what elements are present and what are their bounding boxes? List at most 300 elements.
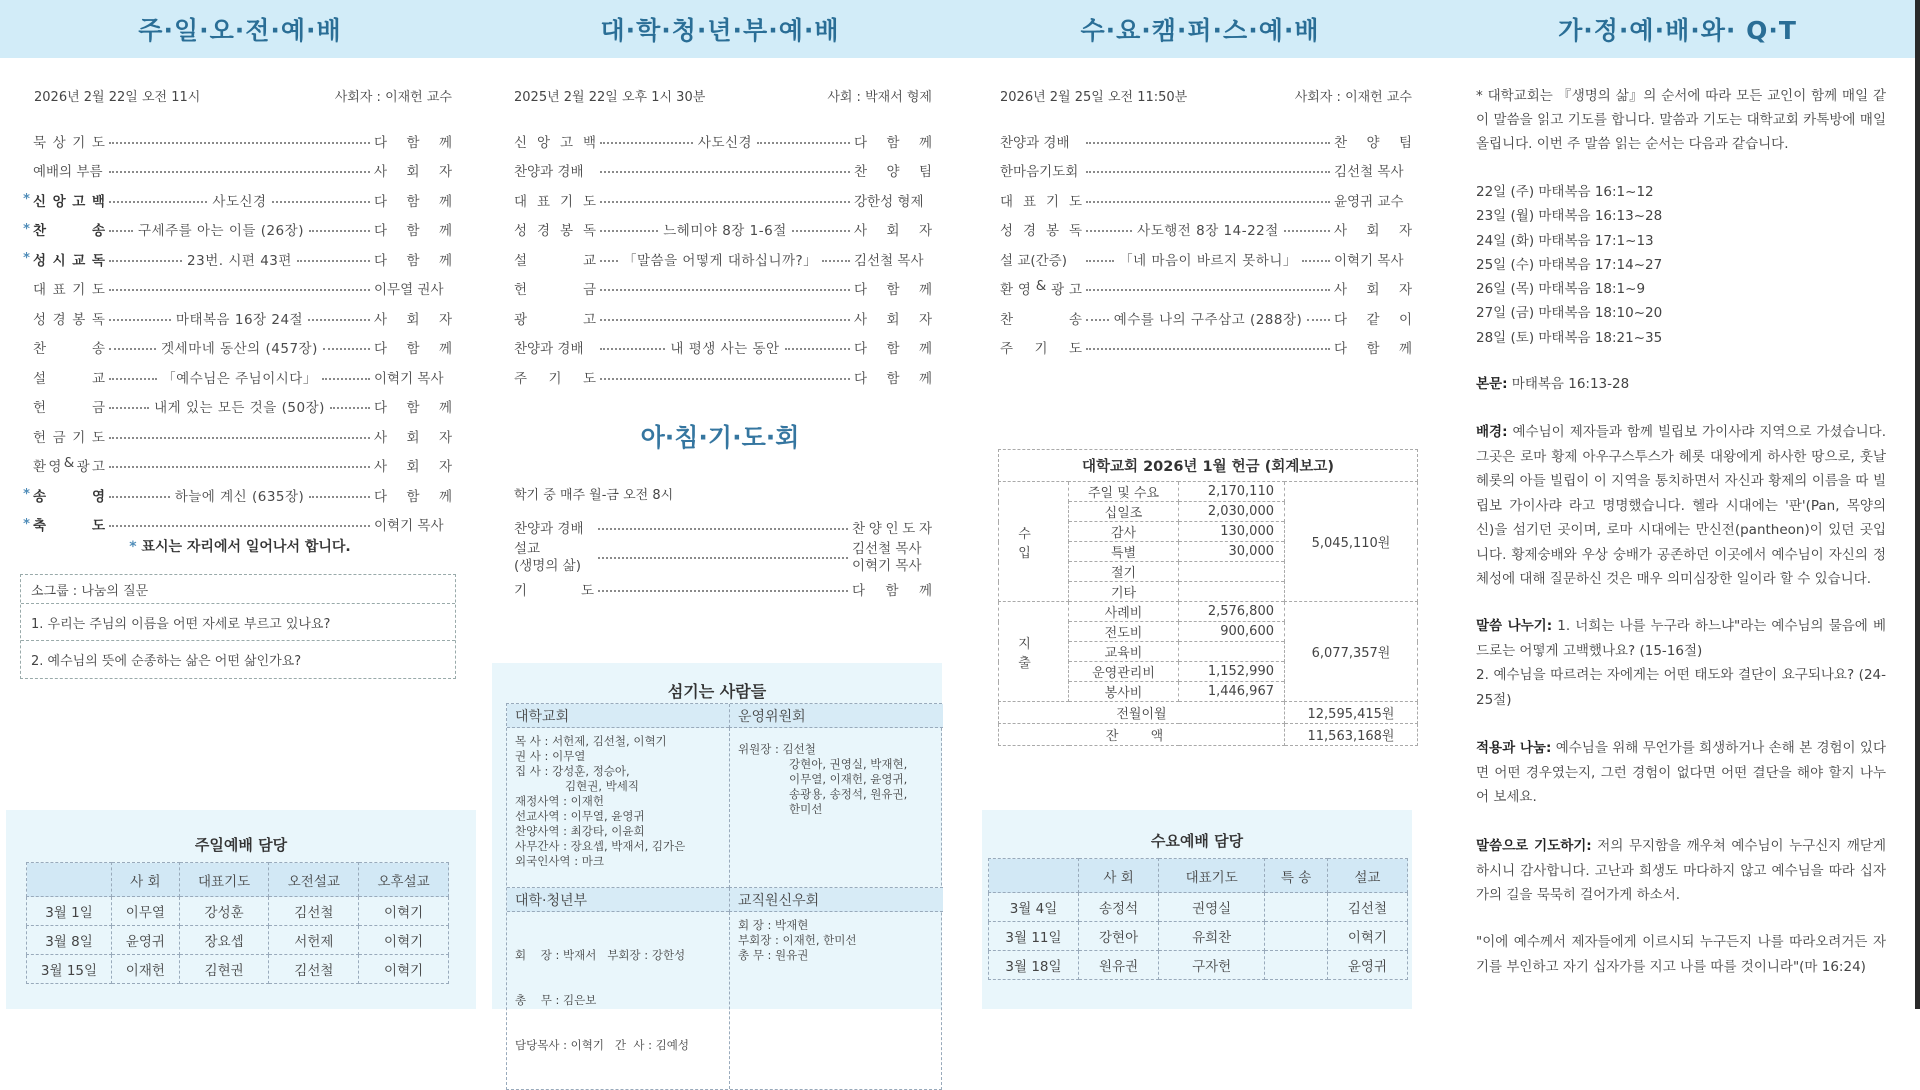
order-responsible: 김선철 목사 — [854, 252, 924, 269]
morning-prayer-schedule: 학기 중 매주 월-금 오전 8시 — [514, 488, 674, 503]
dot-leader — [109, 319, 171, 321]
dot-leader — [600, 378, 850, 380]
role-label: 외국인사역 — [515, 854, 571, 868]
qt-text-value: 마태복음 16:13-28 — [1511, 376, 1630, 392]
order-responsible: 다 함 께 — [374, 488, 452, 505]
order-label: 성 시 교 독 — [33, 252, 105, 269]
order-responsible: 찬 양 인 도 자 — [852, 521, 932, 537]
order-item — [20, 215, 452, 245]
income-item: 감사 — [1069, 522, 1179, 542]
qt-sharing-label: 말씀 나누기: — [1476, 618, 1553, 634]
youth-order-list — [514, 126, 932, 392]
qt-prayer-text: 저의 무지함을 깨우쳐 예수님이 누구신지 깨닫게 하시니 감사합니다. 고난과 희생도 마다하지 않고 예수님을 따라 십자가의 길을 묵묵히 걸어가게 하소서. — [1476, 838, 1886, 903]
role-label: 사무간사 — [515, 839, 560, 853]
order-responsible: 다 함 께 — [374, 223, 452, 240]
order-item — [514, 185, 932, 215]
order-item — [514, 274, 932, 304]
order-label: 대 표 기 도 — [33, 282, 105, 299]
dot-leader — [600, 171, 850, 173]
expense-amount — [1179, 642, 1285, 662]
table-cell: 3월 4일 — [989, 893, 1079, 922]
income-item: 주일 및 수요 — [1069, 482, 1179, 502]
order-label: 예배의 부름 — [33, 164, 103, 181]
order-responsible: 이혁기 목사 — [1334, 252, 1404, 269]
small-group-title: 소그룹 : 나눔의 질문 — [21, 575, 455, 604]
table-cell: 3월 1일 — [27, 897, 112, 926]
qt-header-band — [1440, 0, 1915, 58]
order-label: 대 표 기 도 — [1000, 193, 1082, 210]
sunday-service-presider: 사회자 : 이재헌 교수 — [334, 90, 452, 105]
server-line: 강현아, 권영실, 박재현, — [789, 757, 908, 771]
table-row — [989, 951, 1408, 980]
table-cell: 이혁기 — [359, 926, 449, 955]
expense-amount: 2,576,800 — [1179, 602, 1285, 622]
dot-leader — [297, 260, 370, 262]
order-item — [1000, 333, 1412, 363]
order-detail: 느헤미야 8장 1-6절 — [663, 223, 787, 240]
table-cell — [1265, 893, 1328, 922]
order-item — [514, 362, 932, 392]
order-label: 성 경 봉 독 — [1000, 223, 1082, 240]
server-line: 한미선 — [789, 802, 823, 816]
table-header-cell: 오후설교 — [359, 863, 449, 897]
small-group-questions — [20, 574, 456, 679]
order-label: 헌 금 기 도 — [33, 429, 105, 446]
standing-note-text: 표시는 자리에서 일어나서 합니다. — [141, 539, 351, 555]
order-label-group — [514, 541, 594, 575]
order-item — [514, 156, 932, 186]
table-header-cell: 대표기도 — [179, 863, 269, 897]
order-detail: 구세주를 아는 이들 (26장) — [138, 223, 304, 240]
order-label: 설 교 — [514, 252, 596, 269]
servers-youth-list — [507, 912, 729, 1089]
dot-leader — [600, 319, 850, 321]
sunday-duty-table — [26, 862, 449, 984]
income-item: 절기 — [1069, 562, 1179, 582]
reading-item: 26일 (목) 마태복음 18:1~9 — [1476, 281, 1646, 298]
expense-item: 사례비 — [1069, 602, 1179, 622]
reading-item: 28일 (토) 마태복음 18:21~35 — [1476, 329, 1663, 346]
role-label: 집 사 — [515, 764, 541, 778]
dot-leader — [757, 142, 850, 144]
wednesday-service-panel — [960, 0, 1440, 1009]
server-line: 회 장 : 박재서 부회장 : 강한성 — [515, 948, 686, 962]
server-line: 총 무 : 김은보 — [515, 993, 597, 1007]
sunday-service-title: 주·일·오·전·예·배 — [138, 16, 342, 45]
order-detail: 겟세마네 동산의 (457장) — [161, 341, 318, 358]
dot-leader — [600, 289, 850, 291]
wednesday-service-datetime: 2026년 2월 25일 오전 11:50분 — [1000, 90, 1188, 105]
dot-leader — [309, 230, 370, 232]
dot-leader — [822, 260, 850, 262]
order-responsible: 다 함 께 — [854, 341, 932, 358]
youth-service-datetime: 2025년 2월 22일 오후 1시 30분 — [514, 90, 706, 105]
order-item — [20, 126, 452, 156]
expense-amount: 1,446,967 — [1179, 682, 1285, 702]
role-names: 최강타, 이윤희 — [570, 824, 645, 838]
dot-leader — [1086, 260, 1114, 262]
servers-title: 섬기는 사람들 — [667, 682, 767, 701]
table-cell: 강현아 — [1079, 922, 1159, 951]
expense-amount: 1,152,990 — [1179, 662, 1285, 682]
server-line: 담당목사 : 이혁기 간 사 : 김예성 — [515, 1038, 689, 1052]
dot-leader — [109, 348, 156, 350]
finance-report-table — [998, 449, 1418, 746]
order-responsible: 다 함 께 — [854, 134, 932, 151]
role-names: 이재헌 — [570, 794, 604, 808]
order-label: 신 앙 고 백 — [514, 134, 596, 151]
family-worship-qt-panel — [1440, 0, 1920, 1009]
order-label: 설 교 — [33, 370, 105, 387]
dot-leader — [792, 230, 850, 232]
order-responsible: 찬 양 팀 — [1334, 134, 1412, 151]
servers-church-list — [507, 728, 729, 888]
table-header-row — [989, 859, 1408, 893]
role-names: 장요셉, 박재서, 김가은 — [570, 839, 686, 853]
order-item — [20, 274, 452, 304]
order-responsible: 다 함 께 — [374, 134, 452, 151]
sunday-service-datetime: 2026년 2월 22일 오전 11시 — [34, 90, 201, 105]
wednesday-duty-panel — [982, 810, 1412, 1009]
qt-prayer — [1476, 834, 1886, 908]
table-header-cell: 설교 — [1327, 859, 1407, 893]
server-line: 찬양사역 : 최강타, 이윤희 — [515, 824, 645, 838]
expense-item: 운영관리비 — [1069, 662, 1179, 682]
reading-item: 24일 (화) 마태복음 17:1~13 — [1476, 232, 1654, 249]
dot-leader — [1086, 289, 1330, 291]
dot-leader — [598, 557, 848, 559]
reading-item: 25일 (수) 마태복음 17:14~27 — [1476, 256, 1663, 273]
qt-text-label: 본문: — [1476, 376, 1508, 392]
table-cell: 3월 15일 — [27, 955, 112, 984]
table-header-cell: 대표기도 — [1159, 859, 1265, 893]
server-line: 권 사 : 이무열 — [515, 749, 586, 763]
qt-background-text: 예수님이 제자들과 함께 빌립보 가이사랴 지역으로 가셨습니다. 그곳은 로마 황제 아우구스투스가 헤롯 대왕에게 하사한 땅으로, 훗날 헤롯의 아들 빌립이 이 지역을 통치하면서 자신과 황제의 이름을 따 빌립보 가이사랴 라고 명명했습니다. 헬라 시대에는 '판'(Pan, 목양의 신)을 섬기던 곳이며, 로마 시대에는 만신전(pantheon)이 있던 곳입니다. 황제숭배와 우상 숭배가 공존하던 이곳에서 예수님이 자신의 정체성에 대해 질문하신 것은 매우 의미심장한 일이라 할 수 있습니다. — [1476, 424, 1886, 587]
order-item — [20, 185, 452, 215]
order-detail: 사도행전 8장 14-22절 — [1137, 223, 1279, 240]
income-item: 특별 — [1069, 542, 1179, 562]
order-responsible: 윤영귀 교수 — [1334, 193, 1404, 210]
table-row — [27, 955, 449, 984]
dot-leader — [600, 142, 693, 144]
order-item — [1000, 126, 1412, 156]
servers-youth-heading: 대학·청년부 — [507, 888, 729, 912]
qt-title: 가·정·예·배·와· Q·T — [1558, 16, 1797, 45]
table-cell: 김현권 — [179, 955, 269, 984]
order-label: 주 기 도 — [514, 370, 596, 387]
order-item — [20, 480, 452, 510]
dot-leader — [1307, 319, 1330, 321]
carryover-amount: 12,595,415원 — [1285, 702, 1418, 724]
order-label: 신 앙 고 백 — [33, 193, 105, 210]
order-item — [514, 215, 932, 245]
dot-leader — [109, 466, 370, 468]
order-item — [1000, 215, 1412, 245]
income-amount: 2,030,000 — [1179, 502, 1285, 522]
role-names: 이무열, 윤영귀 — [570, 809, 645, 823]
order-responsible: 이혁기 목사 — [374, 370, 444, 387]
small-group-question: 1. 우리는 주님의 이름을 어떤 자세로 부르고 있나요? — [21, 604, 455, 641]
income-amount — [1179, 562, 1285, 582]
income-section-label: 수입 — [999, 482, 1069, 602]
order-responsible-group — [852, 541, 932, 575]
table-row — [999, 482, 1418, 502]
role-names: 이무열 — [552, 749, 586, 763]
sunday-service-meta — [34, 86, 452, 105]
morning-prayer-title: 아·침·기·도·회 — [640, 423, 800, 452]
order-detail: 내게 있는 모든 것을 (50장) — [154, 400, 325, 417]
qt-prayer-label: 말씀으로 기도하기: — [1476, 838, 1592, 854]
table-row — [27, 926, 449, 955]
star-marker-icon: * — [23, 516, 30, 532]
wednesday-service-title: 수·요·캠·퍼·스·예·배 — [1080, 16, 1320, 45]
order-label: 송 영 — [33, 488, 105, 505]
dot-leader — [330, 407, 370, 409]
youth-service-presider: 사회 : 박재서 형제 — [827, 90, 932, 105]
server-line: 목 사 : 서헌제, 김선철, 이혁기 — [515, 734, 667, 748]
servers-grid — [506, 703, 942, 1090]
table-header-cell — [989, 859, 1079, 893]
server-line: 부회장 : 이재헌, 한미선 — [738, 933, 857, 947]
expense-section-label: 지출 — [999, 602, 1069, 702]
table-cell: 이무열 — [112, 897, 180, 926]
order-label: 헌 금 — [514, 282, 596, 299]
dot-leader — [1086, 201, 1330, 203]
sunday-duty-title: 주일예배 담당 — [194, 836, 288, 854]
qt-application — [1476, 736, 1886, 810]
expense-amount: 900,600 — [1179, 622, 1285, 642]
order-item — [1000, 244, 1412, 274]
qt-intro: * 대학교회는 『생명의 삶』의 순서에 따라 모든 교인이 함께 매일 같이 말씀을 읽고 기도를 합니다. 말씀과 기도는 대학교회 카톡방에 매일 올립니다. 이번 주 말씀 읽는 순서는 다음과 같습니다. — [1476, 88, 1886, 152]
order-responsible: 다 함 께 — [374, 193, 452, 210]
order-responsible: 사 회 자 — [854, 223, 932, 240]
expense-item: 전도비 — [1069, 622, 1179, 642]
table-cell: 김선철 — [1327, 893, 1407, 922]
order-detail: 사도신경 — [212, 193, 267, 210]
order-responsible: 김선철 목사 — [852, 541, 922, 557]
order-label: 성 경 봉 독 — [33, 311, 105, 328]
order-label: 한마음기도회 — [1000, 164, 1079, 181]
sermon-title: 「예수님은 주님이시다」 — [162, 370, 317, 387]
dot-leader — [109, 201, 207, 203]
role-label: 선교사역 — [515, 809, 560, 823]
expense-item: 봉사비 — [1069, 682, 1179, 702]
order-item — [514, 577, 932, 601]
reading-item: 23일 (월) 마태복음 16:13~28 — [1476, 208, 1663, 225]
table-cell: 3월 8일 — [27, 926, 112, 955]
order-label: 헌 금 — [33, 400, 105, 417]
server-line: 위원장 : 김선철 — [738, 742, 816, 756]
servers-faculty-heading: 교직원신우회 — [729, 888, 943, 912]
server-line: 집 사 : 강성훈, 정승아, — [515, 764, 630, 778]
role-label: 위원장 — [738, 742, 772, 756]
order-responsible: 다 함 께 — [854, 370, 932, 387]
order-responsible: 다 함 께 — [854, 282, 932, 299]
table-cell: 3월 11일 — [989, 922, 1079, 951]
role-label: 재정사역 — [515, 794, 560, 808]
morning-prayer-order — [514, 515, 932, 601]
order-sublabel: (생명의 삶) — [514, 558, 581, 574]
table-cell: 이혁기 — [1327, 922, 1407, 951]
servers-faculty-list — [729, 912, 943, 1089]
table-cell: 김선철 — [269, 897, 359, 926]
server-line: 선교사역 : 이무열, 윤영귀 — [515, 809, 645, 823]
qt-reading-schedule — [1476, 180, 1662, 350]
income-total: 5,045,110원 — [1285, 482, 1418, 602]
star-marker-icon: * — [23, 221, 30, 237]
income-amount: 130,000 — [1179, 522, 1285, 542]
table-cell: 이재헌 — [112, 955, 180, 984]
qt-application-label: 적용과 나눔: — [1476, 740, 1552, 756]
dot-leader — [1086, 230, 1132, 232]
table-header-cell: 사 회 — [1079, 859, 1159, 893]
order-label: 기 도 — [514, 583, 594, 599]
income-item: 십일조 — [1069, 502, 1179, 522]
table-cell: 구자헌 — [1159, 951, 1265, 980]
sermon-title: 「말씀을 어떻게 대하십니까?」 — [623, 252, 818, 269]
order-item — [514, 333, 932, 363]
order-label: 성 경 봉 독 — [514, 223, 596, 240]
reading-item: 27일 (금) 마태복음 18:10~20 — [1476, 305, 1663, 322]
sunday-service-header-band — [0, 0, 480, 58]
qt-background-label: 배경: — [1476, 424, 1508, 440]
sunday-duty-panel — [6, 810, 476, 1009]
dot-leader — [109, 496, 170, 498]
table-header-cell: 오전설교 — [269, 863, 359, 897]
order-responsible: 다 함 께 — [1334, 341, 1412, 358]
qt-sharing-question: 2. 예수님을 따르려는 자에게는 어떤 태도와 결단이 요구되나요? (24-25절) — [1476, 667, 1886, 708]
dot-leader — [598, 590, 848, 592]
youth-service-panel — [480, 0, 960, 1052]
dot-leader — [109, 142, 370, 144]
finance-report-title: 대학교회 2026년 1월 헌금 (회계보고) — [999, 450, 1418, 482]
order-item — [20, 510, 452, 540]
order-label: 묵 상 기 도 — [33, 134, 105, 151]
table-cell: 송정석 — [1079, 893, 1159, 922]
order-responsible: 사 회 자 — [374, 164, 452, 181]
order-responsible: 이무열 권사 — [374, 282, 444, 299]
role-label: 권 사 — [515, 749, 541, 763]
dot-leader — [1302, 260, 1330, 262]
order-label: 대 표 기 도 — [514, 193, 596, 210]
carryover-label: 전월이월 — [999, 702, 1285, 724]
order-label: 설교 — [514, 541, 541, 557]
order-responsible: 김선철 목사 — [1334, 164, 1404, 181]
servers-committee-list — [729, 728, 943, 888]
order-label: 찬양과 경배 — [1000, 134, 1070, 151]
order-label: 찬양과 경배 — [514, 164, 584, 181]
expense-total: 6,077,357원 — [1285, 602, 1418, 702]
order-responsible: 다 함 께 — [374, 252, 452, 269]
dot-leader — [600, 230, 658, 232]
order-detail: 하늘에 계신 (635장) — [174, 488, 305, 505]
servers-panel — [492, 663, 942, 1052]
table-row — [27, 897, 449, 926]
dot-leader — [272, 201, 370, 203]
youth-service-header-band — [480, 0, 960, 58]
dot-leader — [323, 348, 370, 350]
order-responsible: 사 회 자 — [854, 311, 932, 328]
table-row — [999, 702, 1418, 724]
star-marker-icon: * — [23, 487, 30, 503]
table-row — [999, 450, 1418, 482]
order-item — [1000, 274, 1412, 304]
table-header-cell — [27, 863, 112, 897]
sermon-title: 「네 마음이 바르지 못하니」 — [1119, 252, 1297, 269]
table-cell: 윤영귀 — [112, 926, 180, 955]
dot-leader — [1086, 319, 1109, 321]
server-line: 회 장 : 박재현 — [738, 918, 809, 932]
server-line: 송광용, 송정석, 원유권, — [789, 787, 908, 801]
table-cell: 3월 18일 — [989, 951, 1079, 980]
order-detail: 23번. 시편 43편 — [187, 252, 292, 269]
server-line: 총 무 : 원유권 — [738, 948, 809, 962]
order-label: 환 영 & 광 고 — [1000, 278, 1082, 299]
qt-memory-verse: "이에 예수께서 제자들에게 이르시되 누구든지 나를 따라오려거든 자기를 부인하고 자기 십자가를 지고 나를 따를 것이니라"(마 16:24) — [1476, 934, 1886, 975]
dot-leader — [600, 201, 850, 203]
order-item — [20, 156, 452, 186]
wednesday-duty-table — [988, 858, 1408, 980]
table-row — [999, 724, 1418, 746]
role-names: 김선철 — [782, 742, 816, 756]
servers-church-heading: 대학교회 — [507, 704, 729, 728]
order-detail: 마태복음 16장 24절 — [175, 311, 304, 328]
order-item — [20, 244, 452, 274]
order-responsible: 사 회 자 — [374, 459, 452, 476]
reading-item: 22일 (주) 마태복음 16:1~12 — [1476, 184, 1654, 200]
order-item — [1000, 185, 1412, 215]
sunday-order-list — [20, 126, 452, 539]
table-header-cell: 특 송 — [1265, 859, 1328, 893]
server-line: 재정사역 : 이재헌 — [515, 794, 604, 808]
qt-sharing — [1476, 614, 1886, 712]
standing-note — [0, 536, 480, 556]
dot-leader — [1086, 348, 1330, 350]
dot-leader — [308, 319, 370, 321]
dot-leader — [109, 378, 157, 380]
order-responsible: 다 함 께 — [374, 400, 452, 417]
order-responsible: 다 함 께 — [374, 341, 452, 358]
table-cell: 유희찬 — [1159, 922, 1265, 951]
order-detail: 내 평생 사는 동안 — [670, 341, 780, 358]
dot-leader — [109, 525, 370, 527]
table-cell: 김선철 — [269, 955, 359, 984]
order-item — [20, 451, 452, 481]
dot-leader — [1086, 171, 1330, 173]
order-detail: 예수를 나의 구주삼고 (288장) — [1113, 311, 1303, 328]
table-cell: 장요셉 — [179, 926, 269, 955]
dot-leader — [322, 378, 370, 380]
table-cell: 강성훈 — [179, 897, 269, 926]
dot-leader — [109, 230, 133, 232]
page-edge-divider — [1915, 0, 1920, 1009]
server-line: 이무열, 이재헌, 윤영귀, — [789, 772, 908, 786]
wednesday-order-list — [1000, 126, 1412, 362]
order-item — [514, 515, 932, 539]
order-label: 축 도 — [33, 518, 105, 535]
order-item — [514, 539, 932, 577]
order-label: 환 영 & 광 고 — [33, 455, 105, 476]
order-label: 찬 송 — [33, 223, 105, 240]
sunday-service-panel — [0, 0, 480, 1009]
role-names: 마크 — [581, 854, 604, 868]
order-item — [514, 126, 932, 156]
order-item — [1000, 156, 1412, 186]
order-responsible: 사 회 자 — [374, 429, 452, 446]
role-names: 강성훈, 정승아, — [552, 764, 630, 778]
dot-leader — [109, 437, 370, 439]
order-responsible: 사 회 자 — [1334, 223, 1412, 240]
